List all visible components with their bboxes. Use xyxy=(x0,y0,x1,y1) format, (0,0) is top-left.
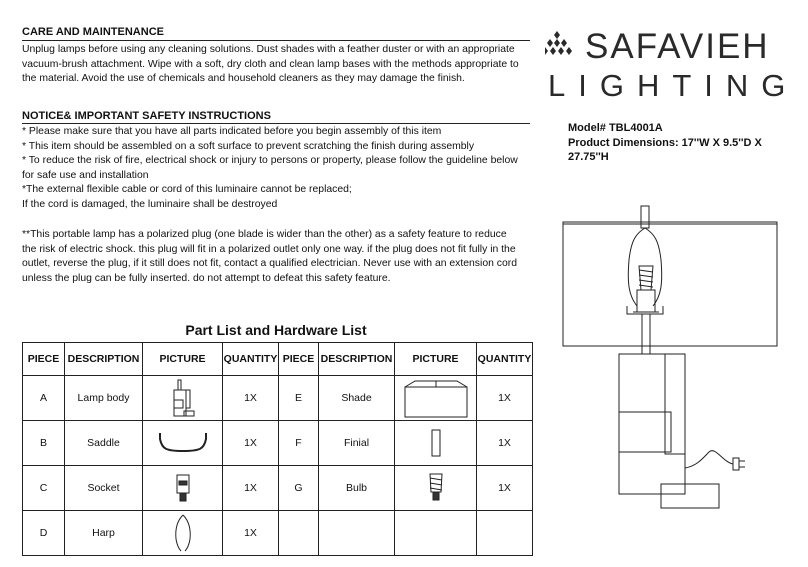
description-cell: Finial xyxy=(319,421,395,466)
picture-cell xyxy=(395,466,477,511)
safety-line: * To reduce the risk of fire, electrical shock or injury to persons or property, please follow the guideline below xyxy=(22,155,518,166)
table-header-row xyxy=(23,343,533,376)
care-line: Unplug lamps before using any cleaning solutions. Dust shades with a feather duster or with an appropriate xyxy=(22,44,515,55)
piece-cell: D xyxy=(23,511,65,556)
quantity-cell: 1X xyxy=(477,376,533,421)
safety-title: NOTICE& IMPORTANT SAFETY INSTRUCTIONS xyxy=(22,110,271,122)
piece-cell xyxy=(279,511,319,556)
lamp-assembly-diagram xyxy=(557,200,787,520)
piece-cell: G xyxy=(279,466,319,511)
description-cell: Bulb xyxy=(319,466,395,511)
care-line: vacuum-brush attachment. Wipe with a soft, dry cloth and clean lamp bases with the methods appropriate to xyxy=(22,58,519,70)
finial-icon xyxy=(429,428,443,458)
piece-cell: C xyxy=(23,466,65,511)
plug-line: **This portable lamp has a polarized plug (one blade is wider than the other) as a safety feature to reduce xyxy=(22,229,507,240)
brand-name: SAFAVIEH xyxy=(585,27,770,66)
header-quantity: QUANTITY xyxy=(477,343,533,376)
plug-text xyxy=(22,228,534,286)
safety-line: If the cord is damaged, the luminaire shall be destroyed xyxy=(22,198,278,210)
care-rule xyxy=(22,40,530,41)
header-quantity: QUANTITY xyxy=(223,343,279,376)
safety-line: *The external flexible cable or cord of this luminaire cannot be replaced; xyxy=(22,184,352,195)
picture-cell xyxy=(395,421,477,466)
description-cell: Socket xyxy=(65,466,143,511)
description-cell: Lamp body xyxy=(65,376,143,421)
quantity-cell: 1X xyxy=(223,376,279,421)
table-row xyxy=(23,421,533,466)
piece-cell: E xyxy=(279,376,319,421)
quantity-cell: 1X xyxy=(223,511,279,556)
model-number: Model# TBL4001A xyxy=(568,122,663,134)
diamond-logo-icon xyxy=(545,31,585,61)
safety-line: * Please make sure that you have all parts indicated before you begin assembly of this item xyxy=(22,126,442,137)
safety-rule xyxy=(22,123,530,124)
piece-cell: A xyxy=(23,376,65,421)
plug-line: outlet, reverse the plug, if it still does not fit, contact a qualified electrician. Never use with an extension cord xyxy=(22,258,517,269)
quantity-cell: 1X xyxy=(477,421,533,466)
product-dimensions-cont: 27.75''H xyxy=(568,151,609,163)
harp-icon xyxy=(171,513,195,553)
description-cell: Harp xyxy=(65,511,143,556)
parts-table-title: Part List and Hardware List xyxy=(185,322,367,338)
safety-text xyxy=(22,125,534,212)
header-piece: PIECE xyxy=(279,343,319,376)
care-title: CARE AND MAINTENANCE xyxy=(22,26,164,38)
product-dimensions: Product Dimensions: 17''W X 9.5''D X xyxy=(568,136,762,149)
product-spec xyxy=(568,121,793,165)
description-cell: Saddle xyxy=(65,421,143,466)
safety-line: for safe use and installation xyxy=(22,169,149,181)
saddle-icon xyxy=(156,429,210,457)
parts-table xyxy=(22,342,533,556)
header-description: DESCRIPTION xyxy=(319,343,395,376)
table-row xyxy=(23,376,533,421)
lamp-body-icon xyxy=(168,378,198,418)
piece-cell: F xyxy=(279,421,319,466)
quantity-cell xyxy=(477,511,533,556)
safety-line: * This item should be assembled on a soft surface to prevent scratching the finish during assembly xyxy=(22,140,475,152)
description-cell xyxy=(319,511,395,556)
table-row xyxy=(23,511,533,556)
picture-cell xyxy=(143,421,223,466)
description-cell: Shade xyxy=(319,376,395,421)
picture-cell xyxy=(143,466,223,511)
piece-cell: B xyxy=(23,421,65,466)
picture-cell xyxy=(143,376,223,421)
header-description: DESCRIPTION xyxy=(65,343,143,376)
plug-line: the risk of electric shock. this plug will fit in a polarized outlet only one way. if the plug does not fit fully in the xyxy=(22,243,516,255)
table-row xyxy=(23,466,533,511)
picture-cell xyxy=(395,511,477,556)
bulb-icon xyxy=(426,470,446,506)
picture-cell xyxy=(143,511,223,556)
shade-icon xyxy=(403,377,469,419)
care-line: the material. Avoid the use of chemicals and household cleaners as they may damage the finish. xyxy=(22,73,465,84)
socket-icon xyxy=(173,471,193,505)
care-text xyxy=(22,43,534,87)
quantity-cell: 1X xyxy=(223,466,279,511)
brand-sub: LIGHTING xyxy=(548,68,799,103)
header-piece: PIECE xyxy=(23,343,65,376)
plug-line: unless the plug can be fully inserted. do not attempt to defeat this safety feature. xyxy=(22,272,391,284)
quantity-cell: 1X xyxy=(477,466,533,511)
picture-cell xyxy=(395,376,477,421)
header-picture: PICTURE xyxy=(395,343,477,376)
header-picture: PICTURE xyxy=(143,343,223,376)
quantity-cell: 1X xyxy=(223,421,279,466)
